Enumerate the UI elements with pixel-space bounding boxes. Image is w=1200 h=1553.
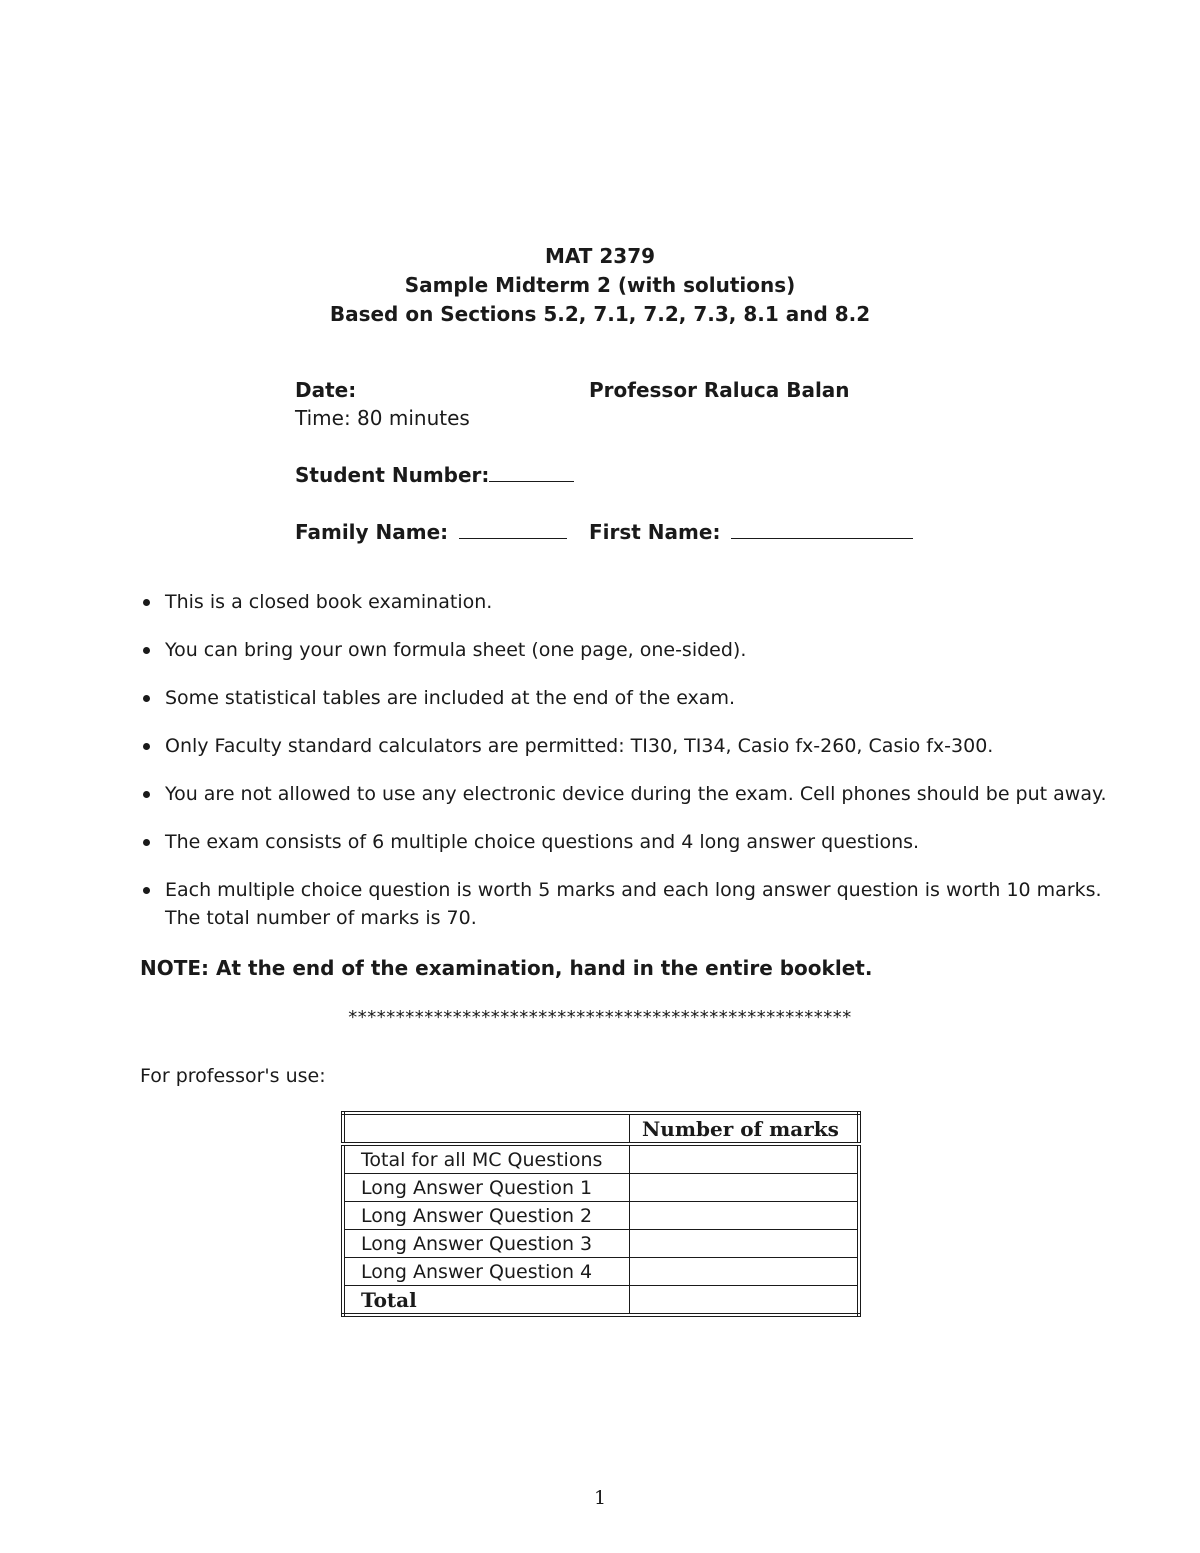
table-row-marks-cell[interactable]	[630, 1258, 860, 1286]
exam-note: NOTE: At the end of the examination, hand in the entire booklet.	[140, 956, 873, 980]
first-name-row	[589, 518, 913, 546]
date-label: Date:	[295, 378, 357, 402]
list-item: Some statistical tables are included at the end of the exam.	[140, 684, 1120, 712]
bullet-icon	[143, 791, 150, 798]
bullet-icon	[143, 695, 150, 702]
table-row-label: Total for all MC Questions	[343, 1144, 630, 1174]
table-row	[343, 1202, 859, 1230]
table-row-label: Long Answer Question 1	[343, 1174, 630, 1202]
table-row-marks-cell[interactable]	[630, 1230, 860, 1258]
marks-table	[341, 1111, 861, 1317]
instruction-continuation: The total number of marks is 70.	[165, 907, 477, 929]
table-row-label: Long Answer Question 4	[343, 1258, 630, 1286]
student-number-label: Student Number:	[295, 463, 490, 487]
table-header-marks: Number of marks	[630, 1113, 860, 1144]
table-total-marks-cell[interactable]	[630, 1286, 860, 1316]
page-number: 1	[593, 1487, 607, 1509]
table-row-marks-cell[interactable]	[630, 1174, 860, 1202]
student-number-row	[295, 461, 574, 489]
table-row	[343, 1230, 859, 1258]
table-row-label: Long Answer Question 3	[343, 1230, 630, 1258]
list-item: You can bring your own formula sheet (one page, one-sided).	[140, 636, 1120, 664]
table-header-row	[343, 1113, 859, 1144]
student-number-blank[interactable]	[489, 463, 574, 482]
bullet-icon	[143, 839, 150, 846]
exam-title: Sample Midterm 2 (with solutions)	[404, 273, 796, 297]
table-total-label: Total	[343, 1286, 630, 1316]
list-item: This is a closed book examination.	[140, 588, 1120, 616]
list-item: Each multiple choice question is worth 5 marks and each long answer question is worth 10 marks. The total number of marks is 70.	[140, 876, 1120, 932]
first-name-label: First Name:	[589, 520, 721, 544]
table-header-empty	[343, 1113, 630, 1144]
professor-use-label: For professor's use:	[140, 1065, 326, 1087]
exam-sections: Based on Sections 5.2, 7.1, 7.2, 7.3, 8.1 and 8.2	[329, 302, 871, 326]
bullet-icon	[143, 887, 150, 894]
course-code: MAT 2379	[544, 244, 656, 268]
instructions-list	[140, 588, 1120, 952]
bullet-icon	[143, 647, 150, 654]
star-separator: *****************************************************	[348, 1007, 852, 1028]
first-name-blank[interactable]	[731, 520, 913, 539]
bullet-icon	[143, 743, 150, 750]
exam-header	[0, 242, 1200, 329]
table-row-marks-cell[interactable]	[630, 1202, 860, 1230]
table-row	[343, 1258, 859, 1286]
table-row-marks-cell[interactable]	[630, 1144, 860, 1174]
family-name-row	[295, 518, 567, 546]
exam-time: Time: 80 minutes	[295, 406, 470, 430]
family-name-blank[interactable]	[459, 520, 567, 539]
list-item: Only Faculty standard calculators are permitted: TI30, TI34, Casio fx-260, Casio fx-300.	[140, 732, 1120, 760]
professor-name: Professor Raluca Balan	[589, 378, 850, 402]
bullet-icon	[143, 599, 150, 606]
table-total-row	[343, 1286, 859, 1316]
table-row-label: Long Answer Question 2	[343, 1202, 630, 1230]
table-row	[343, 1144, 859, 1174]
family-name-label: Family Name:	[295, 520, 449, 544]
table-row	[343, 1174, 859, 1202]
list-item: The exam consists of 6 multiple choice questions and 4 long answer questions.	[140, 828, 1120, 856]
list-item: You are not allowed to use any electronic device during the exam. Cell phones should be put away.	[140, 780, 1120, 808]
